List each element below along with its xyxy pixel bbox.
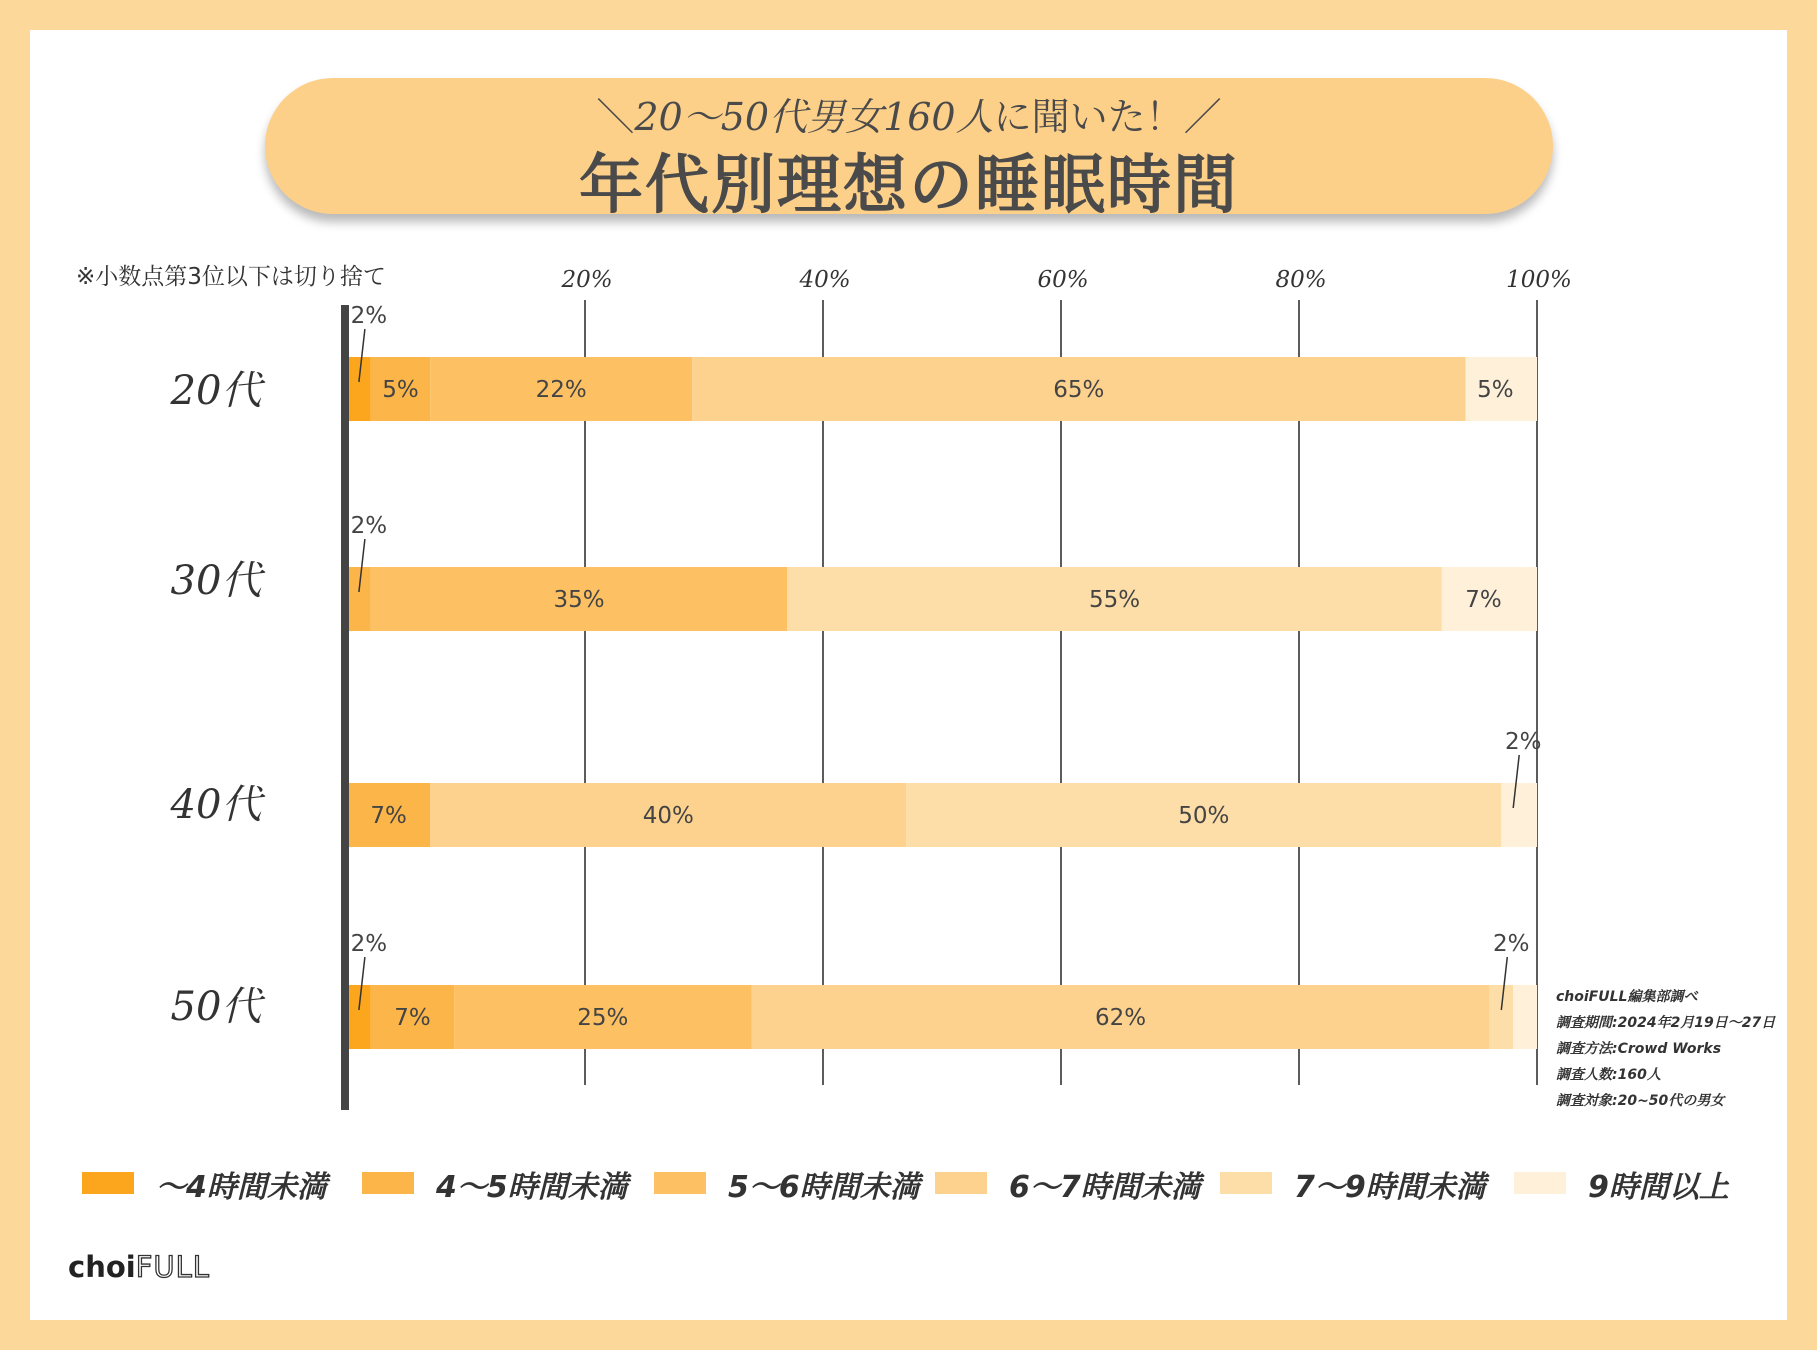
- category-label: 30代: [170, 558, 262, 604]
- x-tick-label: 20%: [561, 267, 613, 293]
- data-label: 62%: [1094, 1005, 1147, 1031]
- bar-segment: [347, 985, 371, 1049]
- bar-segment: [1501, 783, 1525, 847]
- legend-swatch: [82, 1172, 134, 1194]
- bar-segment: [1489, 985, 1513, 1049]
- legend-label: 4〜5時間未満: [436, 1170, 628, 1205]
- x-tick-label: 60%: [1037, 267, 1089, 293]
- bar-segment: [1525, 783, 1537, 847]
- legend-swatch: [362, 1172, 414, 1194]
- bar-segment: [1525, 567, 1537, 631]
- legend-label: 〜4時間未満: [156, 1170, 327, 1205]
- survey-source: [1556, 984, 1775, 1114]
- legend-swatch: [654, 1172, 706, 1194]
- data-label: 35%: [553, 587, 605, 613]
- data-label: 7%: [370, 803, 407, 829]
- source-line-4: 調査人数:160人: [1556, 1067, 1661, 1083]
- x-tick-label: 40%: [799, 267, 851, 293]
- data-label: 25%: [577, 1005, 629, 1031]
- data-label: 22%: [535, 377, 587, 403]
- legend-label: 5〜6時間未満: [728, 1170, 920, 1205]
- data-label: 50%: [1178, 803, 1230, 829]
- data-label: 7%: [394, 1005, 431, 1031]
- data-label: 5%: [1477, 377, 1514, 403]
- y-axis-line: [341, 305, 349, 1110]
- logo-choi: choi: [68, 1250, 136, 1284]
- data-label: 2%: [1504, 729, 1542, 755]
- subtitle-highlight: 20〜50代男女160人: [634, 95, 994, 139]
- data-label: 2%: [350, 303, 388, 329]
- legend-label: 6〜7時間未満: [1009, 1170, 1201, 1205]
- chart-legend: [82, 1160, 1762, 1204]
- legend-label: 7〜9時間未満: [1294, 1170, 1486, 1205]
- data-label: 40%: [642, 803, 694, 829]
- bar-segment: [1525, 357, 1537, 421]
- bar-segment: [347, 567, 371, 631]
- source-line-1: choiFULL編集部調べ: [1556, 989, 1698, 1005]
- subtitle-right-mark: ／: [1183, 95, 1222, 139]
- source-line-3: 調査方法:Crowd Works: [1556, 1041, 1722, 1057]
- source-line-2: 調査期間:2024年2月19日〜27日: [1556, 1015, 1776, 1031]
- source-line-5: 調査対象:20~50代の男女: [1556, 1093, 1725, 1109]
- bar-segment: [1513, 985, 1537, 1049]
- subtitle-left-mark: ＼: [596, 95, 635, 139]
- data-label: 65%: [1053, 377, 1105, 403]
- x-tick-label: 80%: [1275, 267, 1327, 293]
- data-label: 55%: [1088, 587, 1141, 613]
- category-label: 20代: [170, 368, 262, 414]
- data-label: 7%: [1465, 587, 1502, 613]
- x-tick-label: 100%: [1506, 267, 1572, 293]
- legend-swatch: [935, 1172, 987, 1194]
- legend-swatch: [1220, 1172, 1272, 1194]
- data-label: 5%: [382, 377, 419, 403]
- category-label: 50代: [170, 984, 262, 1030]
- data-label: 2%: [350, 931, 388, 957]
- data-label: 2%: [350, 513, 388, 539]
- rounding-note: ※小数点第3位以下は切り捨て: [76, 264, 386, 290]
- bar-segment: [347, 357, 371, 421]
- data-label: 2%: [1493, 931, 1530, 957]
- legend-swatch: [1514, 1172, 1566, 1194]
- category-label: 40代: [170, 782, 262, 828]
- subtitle-rest: に聞いた！: [993, 95, 1184, 139]
- brand-logo: [68, 1250, 210, 1284]
- chart-title: 年代別理想の睡眠時間: [579, 149, 1239, 223]
- logo-full: FULL: [135, 1250, 210, 1284]
- legend-label: 9時間以上: [1588, 1170, 1729, 1205]
